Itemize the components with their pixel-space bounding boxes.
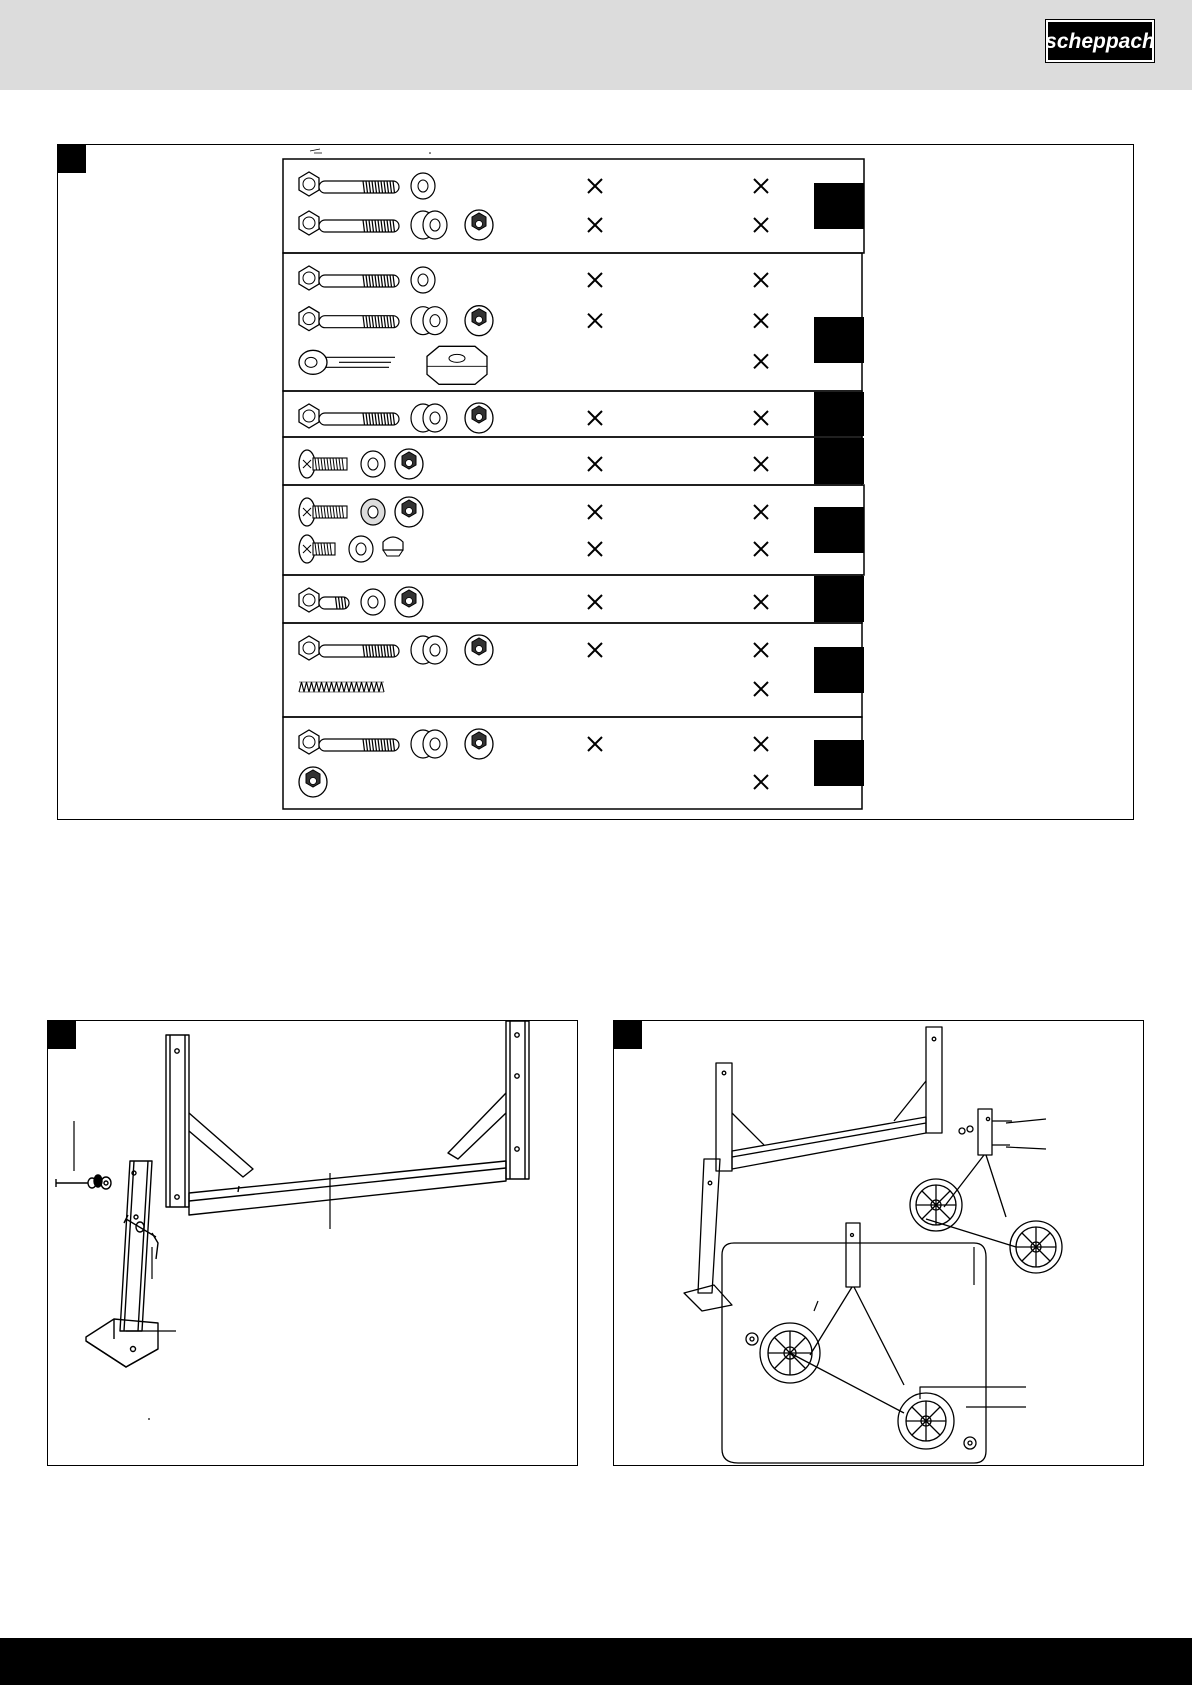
spring-washer-icon [361,499,385,525]
washer-icon [411,267,435,293]
hardware-row [299,729,768,759]
flange-nut-icon [465,403,493,433]
flange-nut-icon [395,587,423,617]
hardware-row [299,535,768,563]
left-brace [189,1113,253,1177]
quantity-b-multiplier [754,411,768,425]
pan-head-screw-icon [299,450,347,478]
hex-bolt-long-icon [299,307,399,331]
hardware-row [299,587,768,617]
scan-mark [429,152,431,154]
right-upright [506,1021,529,1179]
quantity-a-multiplier [588,737,602,751]
quantity-a-multiplier [588,273,602,287]
callout-lines [74,1121,330,1331]
hardware-group [283,485,864,575]
hex-bolt-long-icon [299,730,399,754]
group-marker [814,392,864,436]
hex-bolt-long-icon [299,636,399,660]
wheel-upper-left [910,1179,962,1231]
quantity-b-multiplier [754,273,768,287]
assembly-figure-wheels [613,1020,1144,1466]
hardware-row [299,306,768,336]
hardware-group [283,575,864,623]
group-marker [814,183,864,229]
hardware-row [299,497,768,527]
pan-head-screw-icon [299,498,347,526]
flange-nut-icon [395,497,423,527]
hex-bolt-long-icon [299,266,399,290]
quantity-a-multiplier [588,179,602,193]
quantity-a-multiplier [588,411,602,425]
hardware-group [283,623,864,717]
washer-pair-icon [411,730,447,758]
brand-logo-text: scheppach [1045,30,1155,53]
bolt-set [56,1175,111,1189]
group-marker [814,647,864,693]
quantity-b-multiplier [754,179,768,193]
frame [684,1027,942,1311]
quantity-b-multiplier [754,775,768,789]
washer-pair-icon [411,307,447,335]
washer-icon [349,536,373,562]
header-band [0,0,1192,90]
brand-logo [1046,20,1154,62]
quantity-a-multiplier [588,314,602,328]
quantity-a-multiplier [588,643,602,657]
quantity-a-multiplier [588,542,602,556]
quantity-b-multiplier [754,218,768,232]
hardware-row [299,210,768,240]
group-marker [814,438,864,484]
hardware-table-figure [57,144,1134,820]
hardware-row [299,266,768,293]
bracket-fasteners [959,1121,1012,1145]
washer-icon [361,451,385,477]
hardware-group [283,437,864,485]
hex-bolt-short-icon [299,588,349,612]
hardware-row [299,403,768,433]
group-marker [814,317,864,363]
quantity-b-multiplier [754,542,768,556]
quantity-a-multiplier [588,595,602,609]
right-brace [448,1093,506,1159]
quantity-b-multiplier [754,314,768,328]
leg-frame-drawing [48,1021,579,1467]
cap-nut-icon [383,537,403,556]
washer-icon [361,589,385,615]
quantity-b-multiplier [754,737,768,751]
footer-band [0,1638,1192,1685]
pan-head-screw-short-icon [299,535,335,563]
hardware-row [299,682,768,696]
octagon-hub-cap-icon [427,346,487,384]
flange-nut-icon [465,306,493,336]
hex-bolt-long-icon [299,211,399,235]
callout-lines [814,1119,1046,1407]
hardware-row [299,172,768,199]
hardware-group [283,717,864,809]
flange-nut-icon [465,210,493,240]
hex-bolt-long-icon [299,404,399,428]
flange-nut-icon [395,449,423,479]
leg [86,1161,158,1367]
inset-detail [722,1223,986,1463]
flange-nut-icon [465,729,493,759]
brand-logo-wordmark [1045,25,1155,57]
group-marker [814,576,864,622]
quantity-b-multiplier [754,354,768,368]
quantity-b-multiplier [754,457,768,471]
hardware-table [58,145,1135,821]
assembly-figure-legs [47,1020,578,1466]
left-upright [166,1035,189,1207]
hardware-row [299,767,768,797]
group-marker [814,507,864,553]
quantity-a-multiplier [588,505,602,519]
washer-icon [411,173,435,199]
hardware-group [283,253,864,391]
wheel-frame-drawing [614,1021,1145,1467]
hex-bolt-long-icon [299,172,399,196]
split-pin-icon [299,350,395,374]
washer-pair-icon [411,636,447,664]
quantity-b-multiplier [754,595,768,609]
quantity-b-multiplier [754,682,768,696]
cross-beam [189,1161,506,1215]
quantity-a-multiplier [588,218,602,232]
scan-mark [310,149,322,153]
hardware-group [283,391,864,437]
hardware-row [299,449,768,479]
spring-icon [299,682,384,692]
flange-nut-icon [299,767,327,797]
wheel-bracket [926,1109,1016,1247]
wheel-upper-right [1010,1221,1062,1273]
quantity-b-multiplier [754,643,768,657]
hardware-row [299,346,768,384]
washer-pair-icon [411,211,447,239]
group-marker [814,740,864,786]
flange-nut-icon [465,635,493,665]
hardware-group [283,159,864,253]
hardware-row [299,635,768,665]
washer-pair-icon [411,404,447,432]
quantity-b-multiplier [754,505,768,519]
quantity-a-multiplier [588,457,602,471]
